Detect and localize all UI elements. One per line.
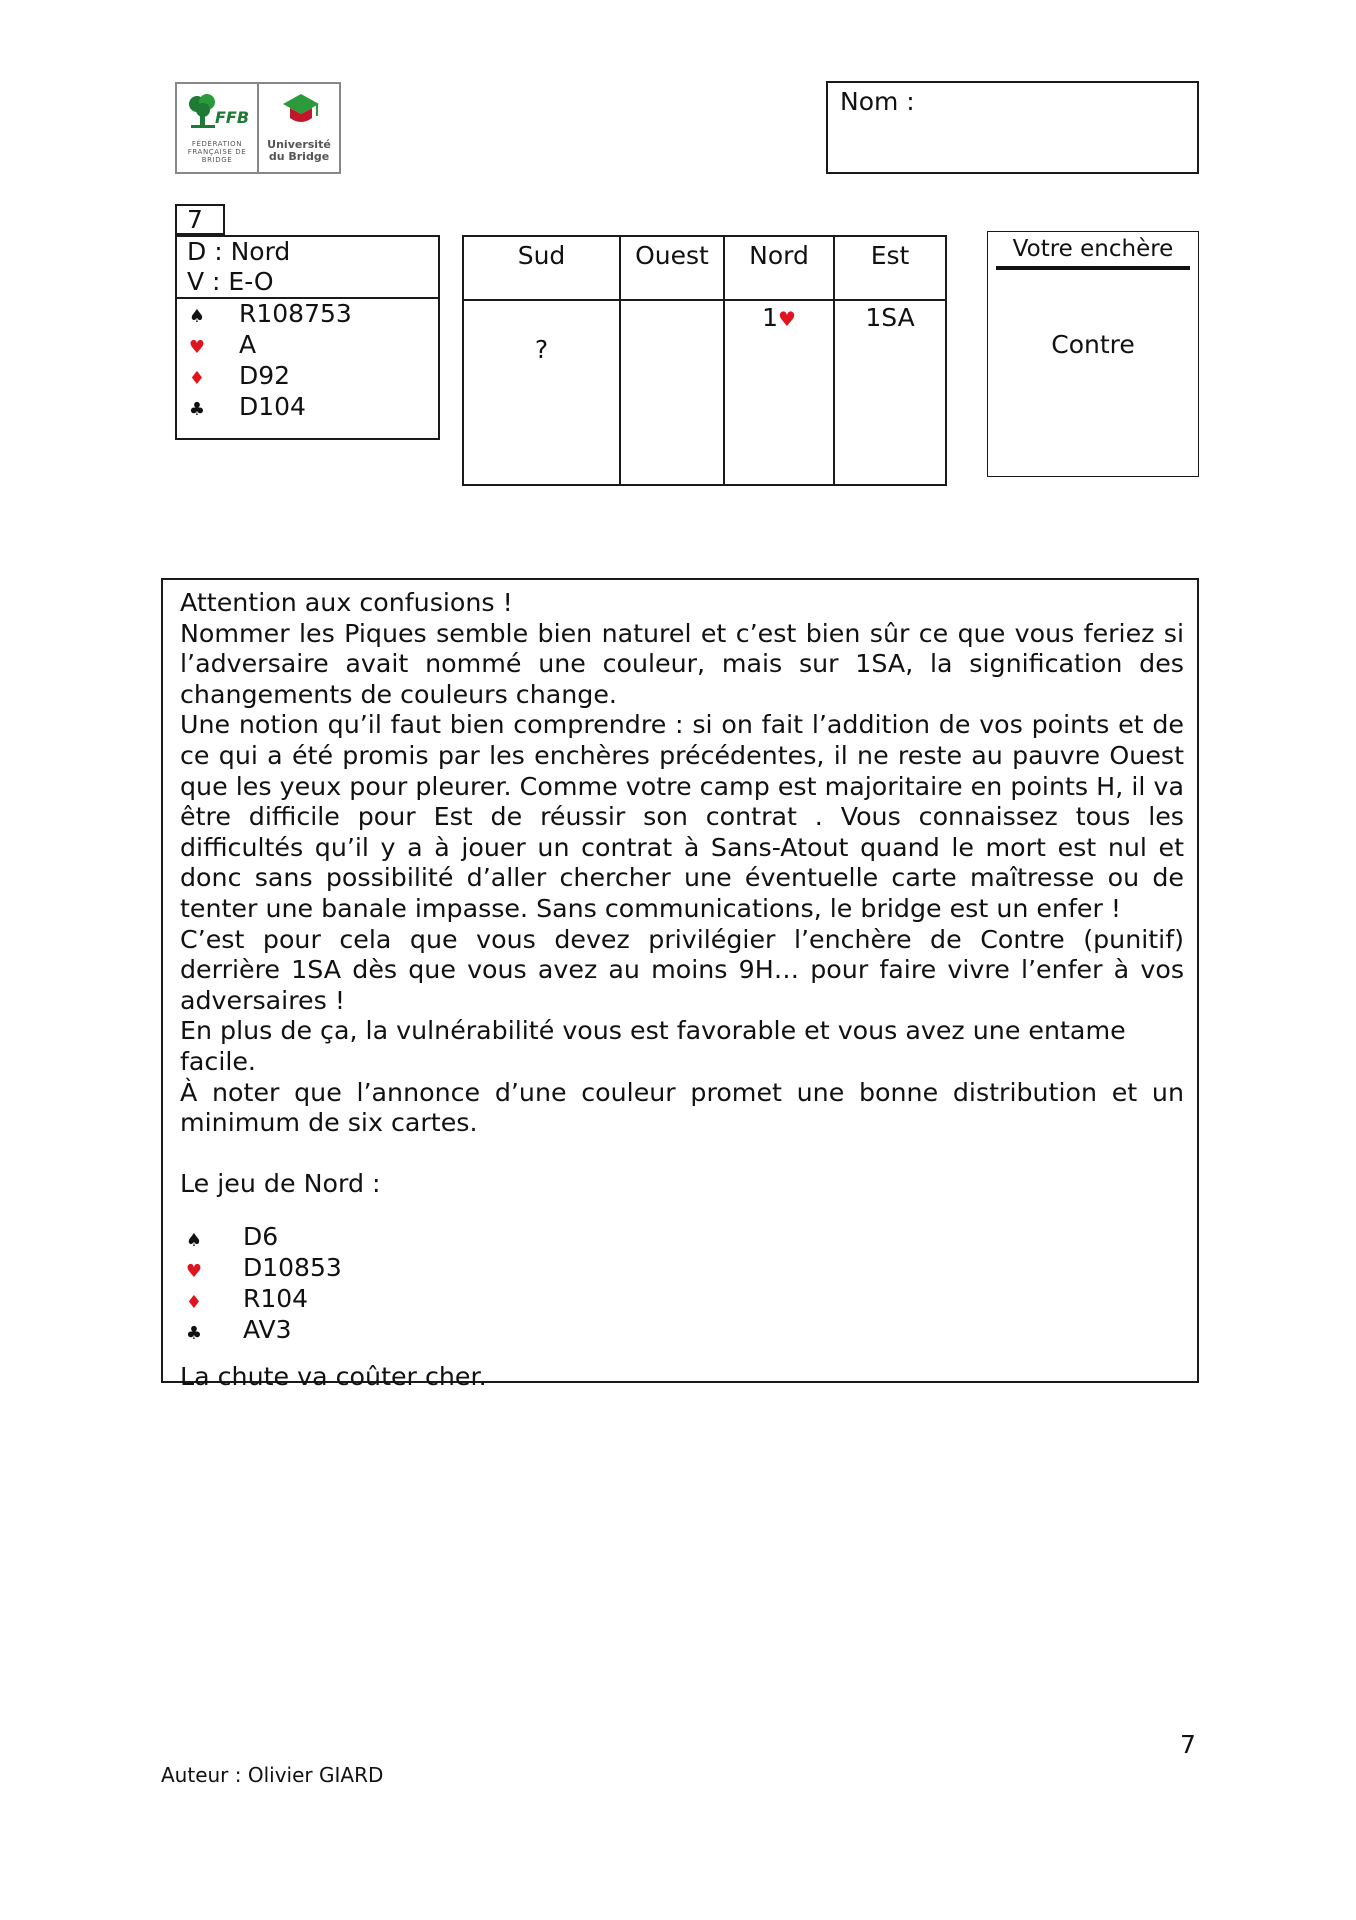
hearts-cards: A (239, 330, 257, 359)
north-diamonds: R104 (243, 1283, 309, 1313)
answer-box (987, 231, 1199, 477)
column-nord (725, 237, 835, 484)
commentary-paragraph: Nommer les Piques semble bien naturel et c’est bien sûr ce que vous feriez si l’adversaire avait nommé une couleur, mais sur 1SA, la signification des changements de couleurs change. (180, 618, 1184, 709)
commentary-paragraph: Une notion qu’il faut bien comprendre : si on fait l’addition de vos points et de ce qui a été promis par les enchères précédentes, il ne reste au pauvre Ouest que les yeux pour pleurer. Comme votre camp est majoritaire en points H, il va être difficile pour Est de réussir son contrat . Vous connaissez tous les difficultés qu’il y a à jouer un contrat à Sans-Atout quand le mort est nul et donc sans possibilité d’aller chercher une éventuelle carte maîtresse ou de tenter une banale impasse. Sans communications, le bridge est un enfer ! (180, 710, 1184, 923)
bidding-table (462, 235, 947, 486)
universite-line1: Université (267, 138, 331, 151)
bid-nord (725, 303, 833, 332)
commentary-box (161, 578, 1199, 1391)
clubs-cards: D104 (239, 392, 306, 421)
universite-line2: du Bridge (268, 150, 330, 163)
graduation-cap-icon (281, 92, 321, 128)
column-sud (464, 237, 621, 484)
north-hand (180, 1222, 1184, 1344)
answer-bid: Contre (1051, 330, 1135, 359)
diamonds-cards: D92 (239, 361, 291, 390)
south-hand-box (175, 235, 440, 440)
header-sud: Sud (517, 241, 566, 270)
ffb-brand: FFB (215, 108, 250, 127)
north-spades: D6 (243, 1221, 279, 1251)
header-nord: Nord (749, 241, 809, 270)
diamond-icon: ♦ (185, 1291, 203, 1313)
club-icon: ♣ (185, 1322, 203, 1344)
heart-icon: ♥ (185, 1260, 203, 1282)
ffb-logo (177, 84, 257, 172)
spade-icon: ♠ (188, 306, 206, 327)
logos (175, 82, 341, 174)
commentary-paragraph: Attention aux confusions ! (180, 588, 513, 617)
name-field-box[interactable] (826, 81, 1199, 174)
header-est: Est (870, 241, 910, 270)
commentary-paragraph: À noter que l’annonce d’une couleur promet une bonne distribution et un minimum de six cartes. (180, 1077, 1184, 1138)
north-intro: Le jeu de Nord : (180, 1169, 381, 1199)
vulnerability-label: V : E-O (187, 267, 274, 296)
header-ouest: Ouest (635, 241, 709, 270)
bid-sud: ? (534, 335, 549, 364)
bid-est: 1SA (865, 303, 915, 332)
deal-number: 7 (175, 204, 225, 235)
commentary-paragraph: C’est pour cela que vous devez privilégier l’enchère de Contre (punitif) derrière 1SA dès que vous avez au moins 9H… pour faire vivre l’enfer à vos adversaires ! (180, 924, 1184, 1015)
heart-icon: ♥ (777, 307, 796, 331)
commentary-text (180, 588, 1184, 1392)
commentary-paragraph: En plus de ça, la vulnérabilité vous est favorable et vous avez une entame facile. (180, 1016, 1126, 1076)
name-label: Nom : (840, 87, 915, 116)
conclusion: La chute va coûter cher. (180, 1361, 487, 1391)
heart-icon: ♥ (188, 337, 206, 358)
bid-nord-level: 1 (762, 303, 778, 332)
north-clubs: AV3 (243, 1314, 292, 1344)
club-icon: ♣ (188, 399, 206, 420)
column-est (835, 237, 945, 484)
page-number: 7 (1180, 1730, 1196, 1759)
answer-title-rule (996, 266, 1190, 270)
north-hearts: D10853 (243, 1252, 342, 1282)
ffb-caption: FÉDÉRATION FRANÇAISE DE BRIDGE (187, 140, 247, 164)
author-credit: Auteur : Olivier GIARD (161, 1763, 384, 1787)
spade-icon: ♠ (185, 1229, 203, 1251)
universite-logo (257, 84, 339, 172)
diamond-icon: ♦ (188, 368, 206, 389)
dealer-label: D : Nord (187, 237, 291, 266)
hand-header (177, 237, 438, 299)
column-ouest (621, 237, 725, 484)
answer-title: Votre enchère (1012, 236, 1174, 262)
spades-cards: R108753 (239, 299, 352, 328)
